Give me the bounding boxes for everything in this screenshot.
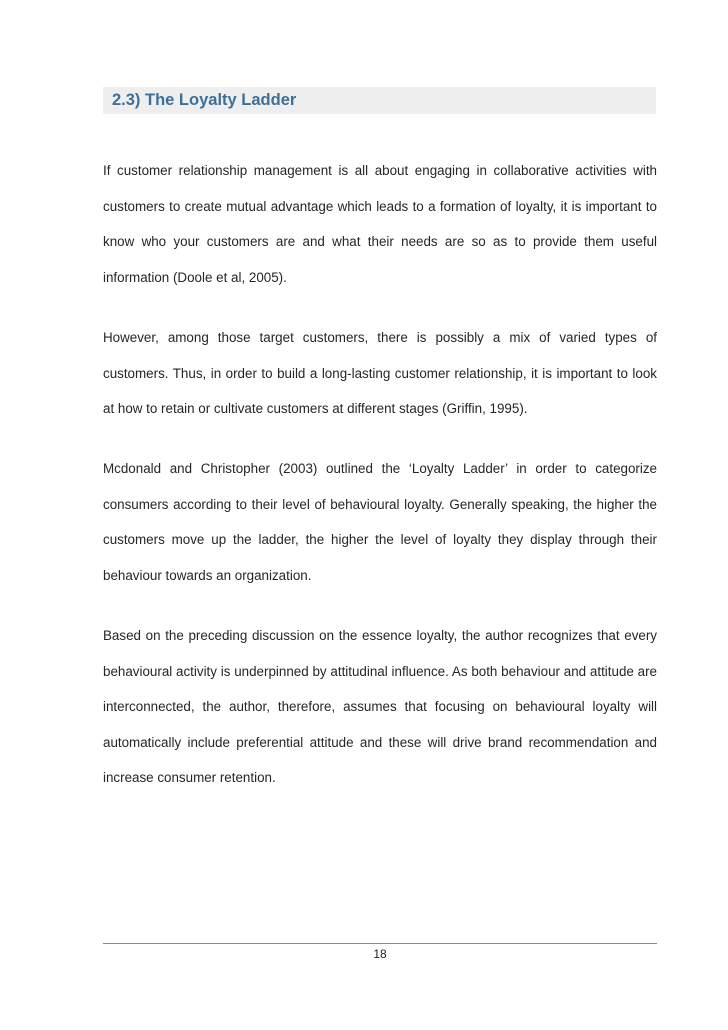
paragraph-crm-engagement: If customer relationship management is all about engaging in collaborative activities with customers to create mutual advantage which leads to a formation of loyalty, it is important to know who your customers are and what their needs are so as to provide them useful information (Doole et al, 2005). [103, 163, 657, 285]
paragraph-behavioural-loyalty: Based on the preceding discussion on the essence loyalty, the author recognizes that every behavioural activity is underpinned by attitudinal influence. As both behaviour and attitude are interconnected, the author, therefore, assumes that focusing on behavioural loyalty will automatically include preferential attitude and these will drive brand recommendation and increase consumer retention. [103, 628, 657, 785]
page-number: 18 [373, 947, 387, 961]
section-heading: 2.3) The Loyalty Ladder [103, 87, 656, 114]
paragraph-customer-mix: However, among those target customers, there is possibly a mix of varied types of customers. Thus, in order to build a long-lasting customer relationship, it is important to look at how to retain or cultivate customers at different stages (Griffin, 1995). [103, 330, 657, 416]
footer-divider [103, 943, 657, 944]
paragraph-loyalty-ladder: Mcdonald and Christopher (2003) outlined the ‘Loyalty Ladder’ in order to categorize consumers according to their level of behavioural loyalty. Generally speaking, the higher the customers move up the ladder, the higher the level of loyalty they display through their behaviour towards an organization. [103, 461, 657, 583]
